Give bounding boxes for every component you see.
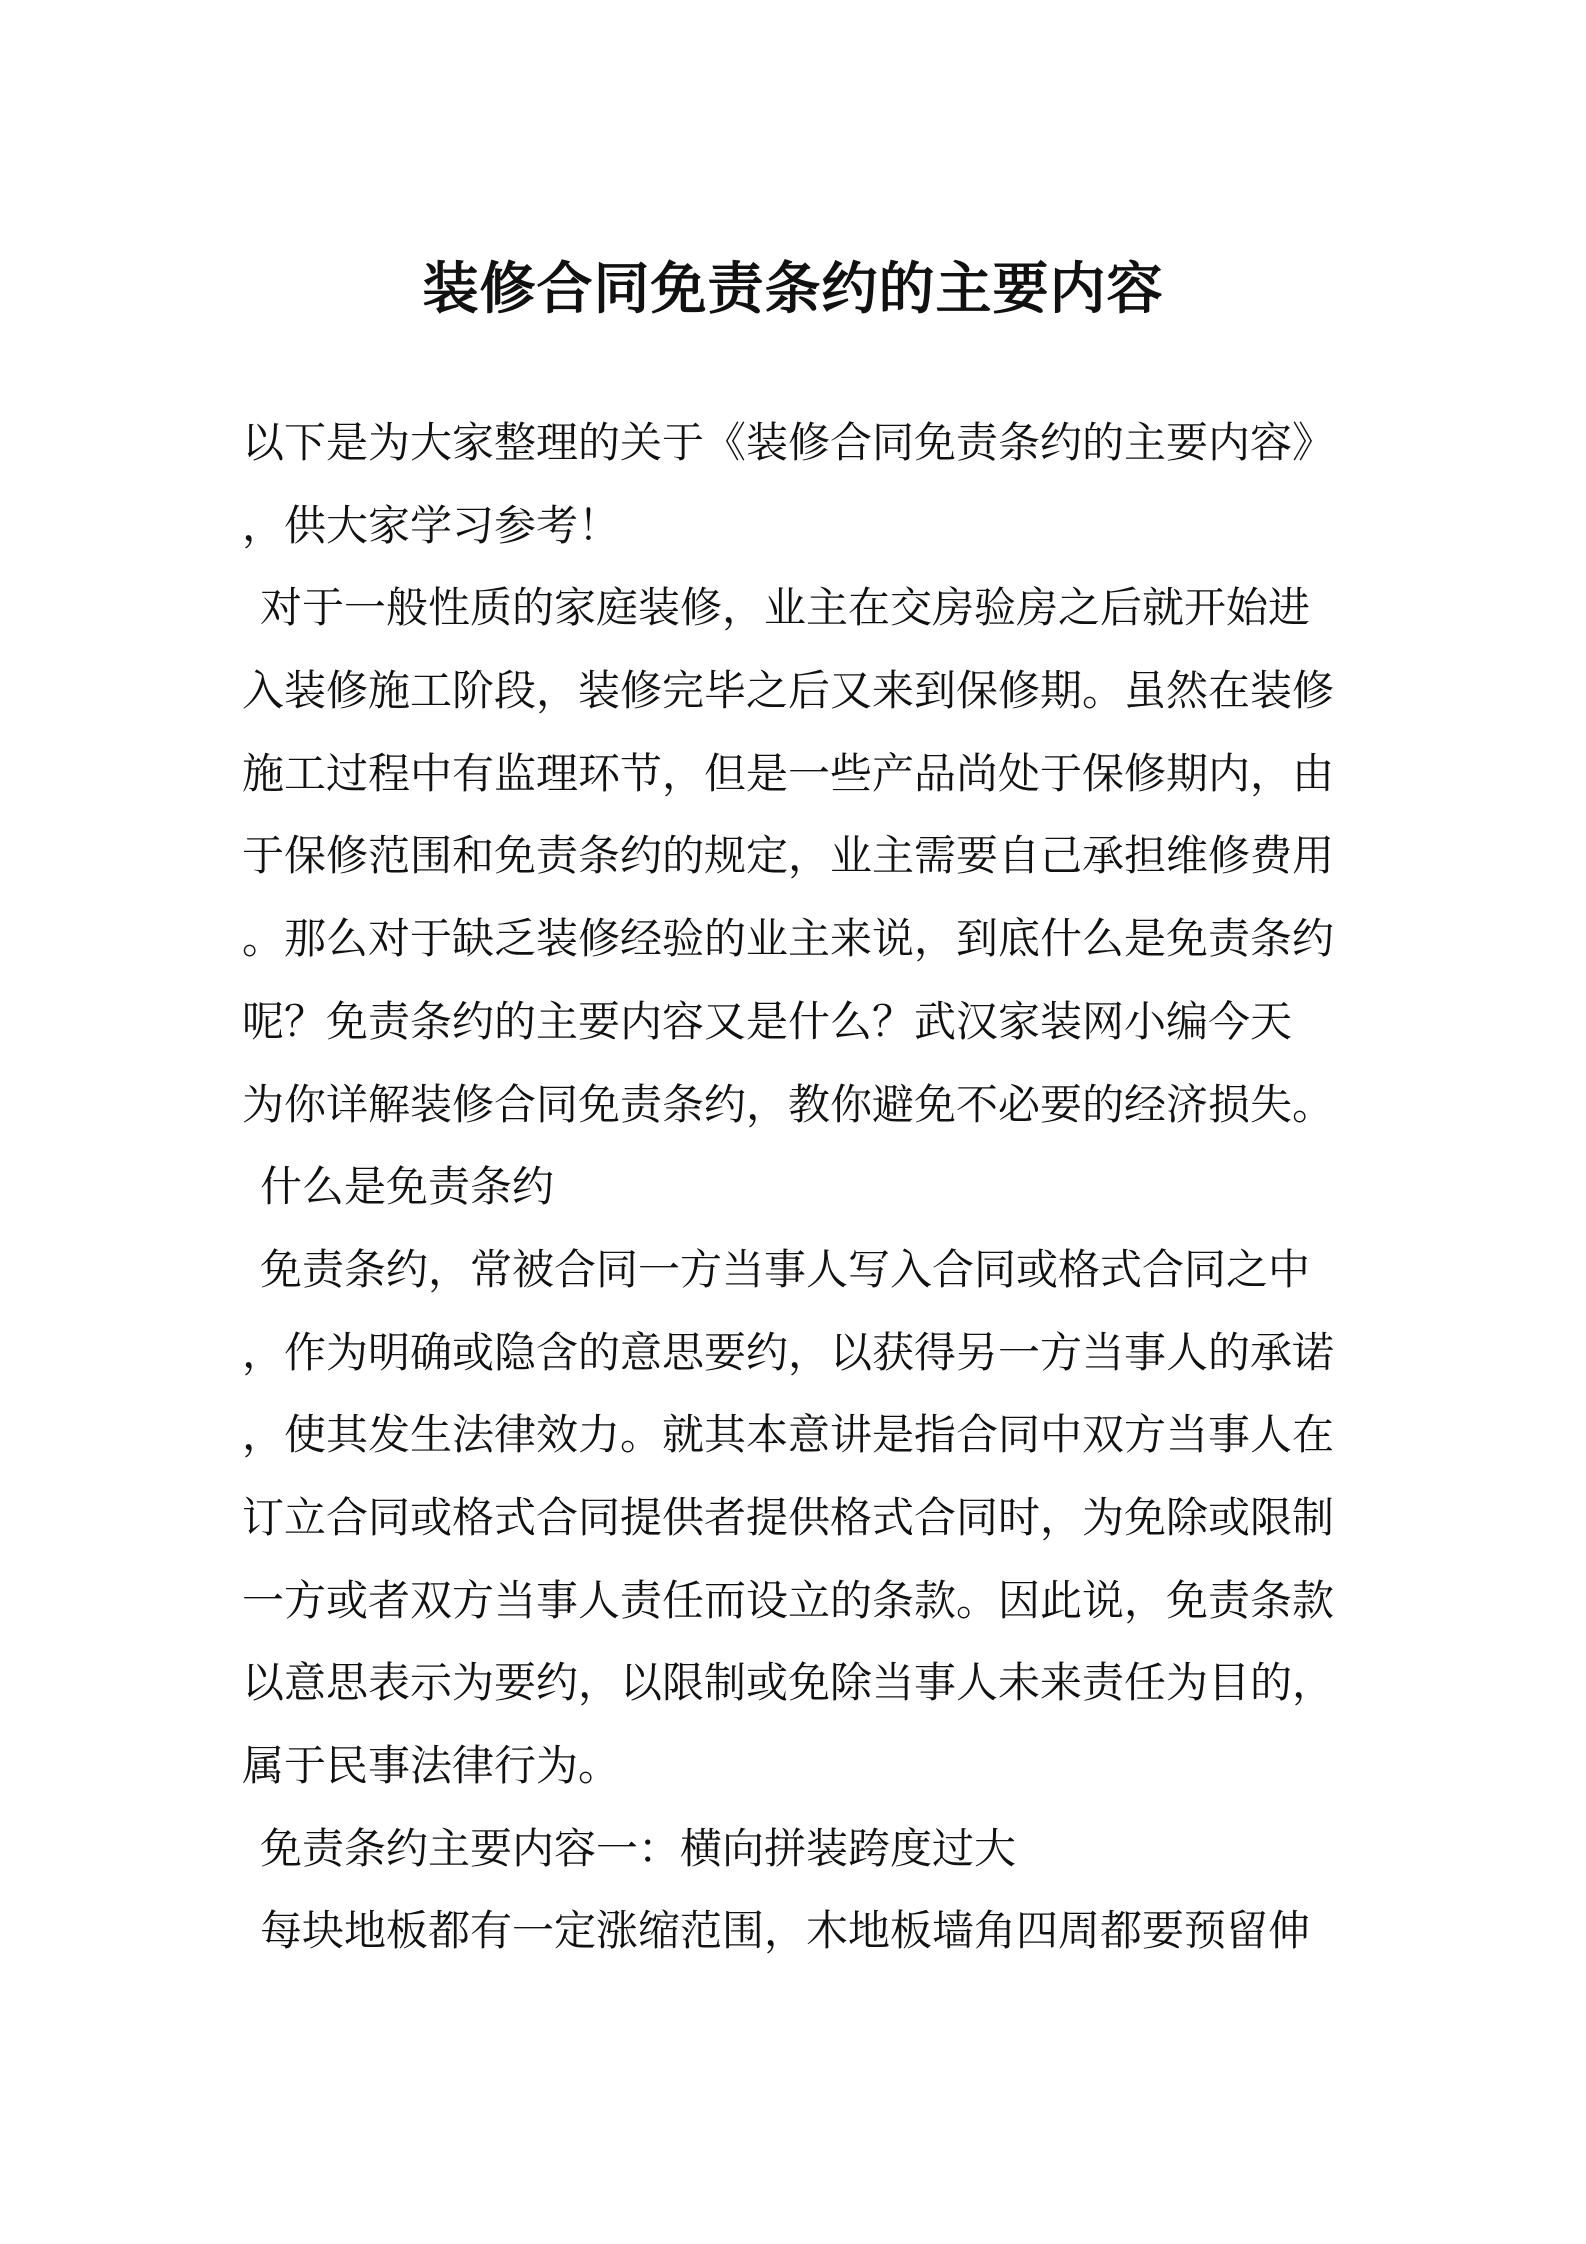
text-line: 以下是为大家整理的关于《装修合同免责条约的主要内容》 bbox=[242, 418, 1335, 467]
text-line: 免责条约，常被合同一方当事人写入合同或格式合同之中 bbox=[260, 1244, 1311, 1294]
text-line: ，作为明确或隐含的意思要约，以获得另一方当事人的承诺 bbox=[242, 1327, 1335, 1377]
text-line: 。那么对于缺乏装修经验的业主来说，到底什么是免责条约 bbox=[242, 914, 1335, 964]
text-line: 每块地板都有一定涨缩范围，木地板墙角四周都要预留伸 bbox=[260, 1906, 1311, 1956]
text-line: 一方或者双方当事人责任而设立的条款。因此说，免责条款 bbox=[242, 1575, 1335, 1625]
text-line: 对于一般性质的家庭装修，业主在交房验房之后就开始进 bbox=[260, 583, 1311, 633]
text-line: 以意思表示为要约，以限制或免除当事人未来责任为目的， bbox=[242, 1658, 1335, 1708]
text-line: 施工过程中有监理环节，但是一些产品尚处于保修期内，由 bbox=[242, 748, 1335, 798]
text-line: ，供大家学习参考！ bbox=[242, 500, 621, 550]
text-line: 为你详解装修合同免责条约，教你避免不必要的经济损失。 bbox=[242, 1079, 1335, 1129]
section-heading: 什么是免责条约 bbox=[260, 1162, 555, 1212]
text-line: ，使其发生法律效力。就其本意讲是指合同中双方当事人在 bbox=[242, 1410, 1335, 1460]
text-line: 呢？免责条约的主要内容又是什么？武汉家装网小编今天 bbox=[242, 996, 1293, 1046]
text-line: 于保修范围和免责条约的规定，业主需要自己承担维修费用 bbox=[242, 831, 1335, 881]
document-body bbox=[242, 402, 1354, 1973]
document-title: 装修合同免责条约的主要内容 bbox=[422, 257, 1164, 322]
text-line: 属于民事法律行为。 bbox=[242, 1741, 621, 1790]
text-line: 订立合同或格式合同提供者提供格式合同时，为免除或限制 bbox=[242, 1492, 1335, 1542]
section-heading: 免责条约主要内容一：横向拼装跨度过大 bbox=[260, 1823, 1017, 1873]
text-line: 入装修施工阶段，装修完毕之后又来到保修期。虽然在装修 bbox=[242, 666, 1335, 716]
